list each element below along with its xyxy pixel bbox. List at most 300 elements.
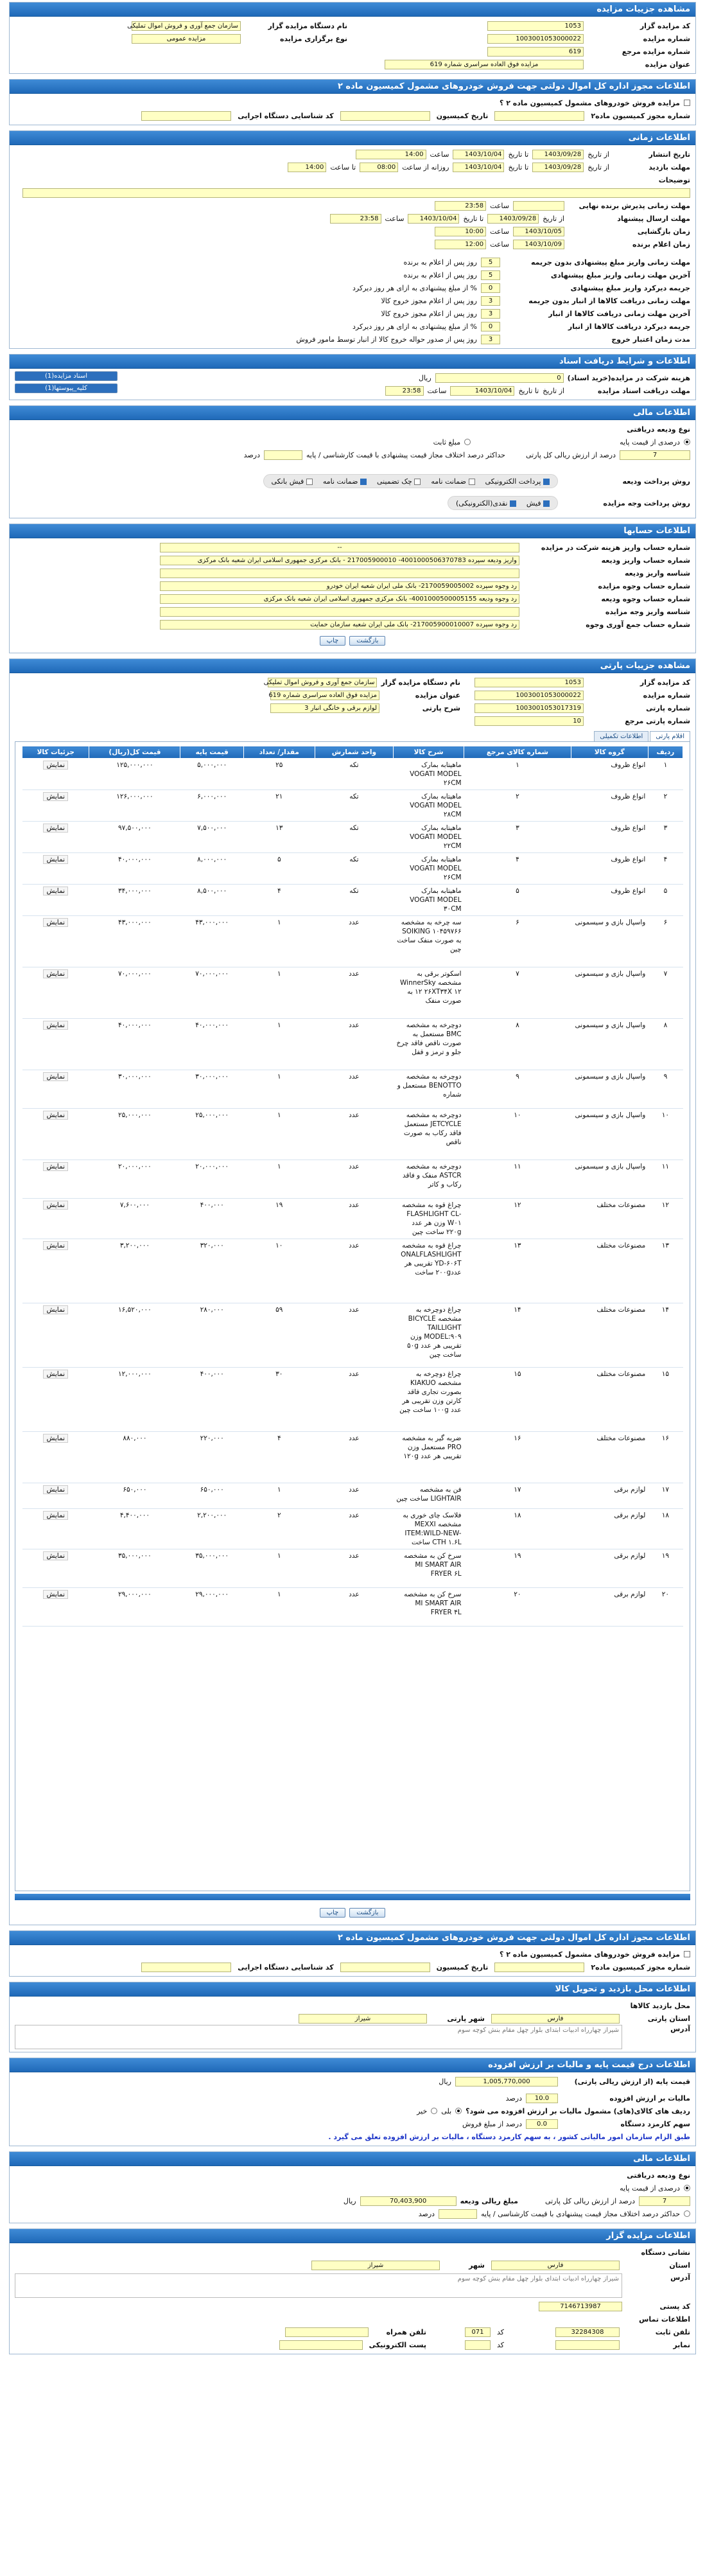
view-details-button[interactable]: نمایش — [43, 1551, 68, 1560]
table-cell: ۱ — [243, 967, 315, 1019]
table-cell: تکه — [315, 790, 393, 822]
d2-field: 5 — [481, 270, 500, 280]
percent2-radio[interactable] — [684, 2185, 690, 2191]
deposit-type-label: نوع ودیعه دریافتی — [627, 425, 690, 434]
max-diff-field — [264, 450, 302, 460]
view-details-button[interactable]: نمایش — [43, 887, 68, 895]
to-label: تا تاریخ — [463, 214, 484, 223]
description-label: توضیحات — [658, 175, 690, 184]
fax-code-label: کد — [496, 2340, 504, 2349]
table-cell: ۱۰ — [243, 1239, 315, 1303]
details-cell — [22, 1070, 89, 1109]
bank-slip-label: فیش بانکی — [271, 477, 304, 486]
auctioneer-info-header: اطلاعات مزایده گزار — [10, 2229, 695, 2243]
table-cell: ۷ — [648, 967, 683, 1019]
table-row — [22, 853, 683, 885]
d7-label: مدت زمان اعتبار خروج — [611, 335, 690, 344]
funds-account-field: رد وجوه سپرده 2170059005002- بانک ملی ایران شعبه ایران خودرو — [160, 581, 519, 591]
table-cell: ۱۵ — [648, 1368, 683, 1432]
items-table — [22, 746, 683, 1627]
table-cell: ۲ — [243, 1509, 315, 1549]
cheque-label: چک تضمینی — [376, 477, 412, 486]
d3-unit: % از مبلغ پیشنهادی به ازای هر روز دیرکرد — [352, 283, 477, 292]
slip-check[interactable] — [543, 500, 550, 507]
accounts-header: اطلاعات حسابها — [10, 524, 695, 538]
deposit-amount-field: 70,403,900 — [360, 2196, 457, 2206]
email-label: پست الکترونیکی — [369, 2340, 426, 2349]
tab-extra-info[interactable]: اطلاعات تکمیلی — [594, 731, 648, 741]
col-header: ردیف — [648, 746, 683, 759]
table-row — [22, 822, 683, 853]
payment-method-label: روش پرداخت وجه مزایده — [603, 498, 690, 507]
publish-to-field: 1403/10/04 — [453, 150, 504, 159]
table-cell: عدد — [315, 1303, 393, 1368]
table-cell: ۵ — [243, 853, 315, 885]
guarantee2-check[interactable] — [360, 479, 367, 485]
table-cell: اسکوتر برقی به مشخصه WinnerSky ۱۲ ۲۶XT۳۴X ۱۲ به صورت منفک — [394, 967, 464, 1019]
doc-fee-field: 0 — [435, 373, 564, 383]
d5-field: 3 — [481, 309, 500, 319]
auction-title-field: مزایده فوق العاده سراسری شماره 619 — [385, 60, 584, 69]
till-label: تا ساعت — [330, 163, 356, 172]
table-cell: دوچرخه به مشخصه BENOTTO مستعمل و شماره — [394, 1070, 464, 1109]
commission2-checkbox[interactable] — [684, 1951, 690, 1957]
table-cell: ۸ — [464, 1019, 571, 1070]
fixed-radio[interactable] — [464, 439, 471, 445]
rial-label: ریال — [343, 2196, 356, 2205]
d1-label: مهلت زمانی واریز مبلغ پیشنهادی بدون جریمه — [530, 258, 690, 267]
commission2-date-label: تاریخ کمیسیون — [436, 1963, 489, 1972]
table-cell: ۱۱ — [464, 1160, 571, 1199]
d6-field: 0 — [481, 322, 500, 331]
timing-header: اطلاعات زمانی — [10, 131, 695, 145]
vat-question: ردیف های کالای(های) مشمول مالیات بر ارزش افزوده می شود؟ — [466, 2106, 690, 2115]
mobile-field — [285, 2327, 369, 2337]
table-cell: لوازم برقی — [571, 1509, 648, 1549]
col-header: جزئیات کالا — [22, 746, 89, 759]
table-cell: ۵ — [464, 885, 571, 916]
to-label: تا تاریخ — [518, 386, 539, 395]
details-cell — [22, 967, 89, 1019]
winner-time: 12:00 — [435, 240, 486, 249]
table-cell: تکه — [315, 759, 393, 790]
permit-number-label: شماره مجوز کمیسیون ماده۲ — [591, 111, 690, 120]
table-cell: انواع ظروف — [571, 853, 648, 885]
party-back-button[interactable]: بازگشت — [349, 1908, 385, 1918]
deposit-account-field: واریز ودیعه سپرده 4001000506370783- 217005900010 - بانک مرکزی جمهوری اسلامی ایران شعبه بانک مرکزی — [160, 556, 519, 565]
collection-account-field: رد وجوه سپرده 217005900010007- بانک ملی ایران شعبه سازمان حمایت — [160, 620, 519, 630]
table-cell: ۴۳,۰۰۰,۰۰۰ — [89, 916, 180, 967]
visit-location-panel — [9, 1982, 696, 2052]
table-cell: ۲ — [648, 790, 683, 822]
table-cell: انواع ظروف — [571, 790, 648, 822]
view-details-button[interactable]: نمایش — [43, 1590, 68, 1599]
party-panel — [9, 658, 696, 1925]
phone-code-label: کد — [496, 2327, 504, 2336]
table-cell: ماهیتابه بمارک VOGATI MODEL ۳۰CM — [394, 885, 464, 916]
time-label: ساعت — [490, 201, 509, 210]
table-cell: ۴۰۰,۰۰۰ — [180, 1368, 244, 1432]
table-cell: ۲۰ — [464, 1588, 571, 1627]
table-cell: ۱ — [243, 1483, 315, 1509]
table-cell: مصنوعات مختلف — [571, 1239, 648, 1303]
view-details-button[interactable]: نمایش — [43, 1162, 68, 1171]
table-cell: ۱۲ — [648, 1199, 683, 1239]
opening-time: 10:00 — [435, 227, 486, 236]
deposit-amount-label: مبلغ ریالی ودیعه — [460, 2196, 518, 2205]
table-row — [22, 885, 683, 916]
view-details-button[interactable]: نمایش — [43, 1370, 68, 1379]
table-cell: ۱۷ — [464, 1483, 571, 1509]
max-diff2-radio[interactable] — [684, 2210, 690, 2217]
table-cell: ۴ — [243, 1432, 315, 1483]
table-cell: ۴۰,۰۰۰,۰۰۰ — [180, 1019, 244, 1070]
table-cell: ۱۲۶,۰۰۰,۰۰۰ — [89, 790, 180, 822]
table-cell: ۵ — [648, 885, 683, 916]
table-cell: عدد — [315, 1432, 393, 1483]
table-cell: ۱۹ — [648, 1549, 683, 1588]
party-desc-field: لوازم برقی و خانگی انبار 3 — [270, 703, 379, 713]
table-cell: سرخ کن به مشخصه MI SMART AIR FRYER ۴L — [394, 1588, 464, 1627]
vat-note: طبق الزام سازمان امور مالیاتی کشور ، به سهم کارمزد دستگاه ، مالیات بر ارزش افزوده تعلق می گیرد . — [328, 2132, 690, 2141]
table-cell: ۳ — [464, 822, 571, 853]
table-cell: انواع ظروف — [571, 822, 648, 853]
table-cell: ۲۵ — [243, 759, 315, 790]
items-table-head — [22, 746, 683, 759]
commission-question: مزایده فروش خودروهای مشمول کمیسیون ماده ۲ ؟ — [500, 98, 680, 107]
table-cell: ۱۶,۵۲۰,۰۰۰ — [89, 1303, 180, 1368]
view-details-button[interactable]: نمایش — [43, 1111, 68, 1120]
table-cell: ۶,۰۰۰,۰۰۰ — [180, 790, 244, 822]
table-cell: ۳۰ — [243, 1368, 315, 1432]
view-details-button[interactable]: نمایش — [43, 1434, 68, 1443]
auction-title-label: عنوان مزایده — [645, 60, 690, 69]
guarantee-check[interactable] — [469, 479, 475, 485]
visit-hour-from: 08:00 — [360, 163, 398, 172]
view-details-button[interactable]: نمایش — [43, 761, 68, 770]
table-cell: ۲۲۰,۰۰۰ — [180, 1432, 244, 1483]
view-details-button[interactable]: نمایش — [43, 1241, 68, 1250]
view-details-button[interactable]: نمایش — [43, 1201, 68, 1210]
max-diff2-field — [439, 2209, 477, 2219]
d4-unit: روز پس از اعلام مجوز خروج کالا — [381, 296, 477, 305]
table-cell: ۱۸ — [648, 1509, 683, 1549]
details-cell — [22, 1303, 89, 1368]
table-cell: ۱۳ — [464, 1239, 571, 1303]
table-cell: ۳۵,۰۰۰,۰۰۰ — [89, 1549, 180, 1588]
acceptance-date — [513, 201, 564, 211]
fax-label: نمابر — [673, 2340, 690, 2349]
view-details-button[interactable]: نمایش — [43, 969, 68, 978]
table-cell: دوچرخه به مشخصه ASTCR منفک و فاقد رکاب و کاتر — [394, 1160, 464, 1199]
d4-label: مهلت زمانی دریافت کالاها از انبار بدون جریمه — [528, 296, 690, 305]
yes-label: بلی — [441, 2106, 452, 2115]
d6-label: جریمه دیرکرد دریافت کالاها از انبار — [568, 322, 690, 331]
description-field — [22, 188, 690, 198]
electronic-label: پرداخت الکترونیکی — [485, 477, 541, 486]
table-cell: عدد — [315, 1070, 393, 1109]
percent2-option-label: درصدی از قیمت پایه — [620, 2183, 680, 2192]
permit2-header: اطلاعات مجوز اداره کل اموال دولتی جهت فروش خودروهای مشمول کمیسیون ماده ۲ — [10, 1931, 695, 1945]
table-cell: ۴۰,۰۰۰,۰۰۰ — [89, 1019, 180, 1070]
table-cell: عدد — [315, 1019, 393, 1070]
d1-field: 5 — [481, 258, 500, 267]
details-cell — [22, 1109, 89, 1160]
table-cell: ۱ — [648, 759, 683, 790]
table-cell: ۲۰ — [648, 1588, 683, 1627]
table-cell: ۱۲۵,۰۰۰,۰۰۰ — [89, 759, 180, 790]
table-cell: ۲۵,۰۰۰,۰۰۰ — [180, 1109, 244, 1160]
table-cell: لوازم برقی — [571, 1549, 648, 1588]
details-cell — [22, 1509, 89, 1549]
table-row — [22, 1432, 683, 1483]
doc-deadline-date: 1403/10/04 — [450, 386, 514, 396]
table-cell: عدد — [315, 1239, 393, 1303]
d2-label: آخرین مهلت زمانی واریز مبلغ پیشنهادی — [550, 270, 690, 279]
fee-share-unit: درصد از مبلغ فروش — [462, 2119, 522, 2128]
auction-type-label: نوع برگزاری مزایده — [280, 34, 347, 43]
visit-place-label: محل بازدید کالاها — [630, 2001, 690, 2010]
table-cell: عدد — [315, 1483, 393, 1509]
max-diff2-unit: درصد — [418, 2209, 435, 2218]
party-name-label: نام دستگاه مزایده گزار — [381, 678, 460, 687]
permit-header: اطلاعات مجوز اداره کل اموال دولتی جهت فروش خودروهای مشمول کمیسیون ماده ۲ — [10, 80, 695, 94]
fixed-option-label: مبلغ ثابت — [433, 437, 461, 446]
col-header: قیمت کل(ریال) — [89, 746, 180, 759]
table-cell: ۷۰,۰۰۰,۰۰۰ — [89, 967, 180, 1019]
pricing-panel — [9, 2058, 696, 2146]
province-label: استان — [669, 2261, 690, 2270]
view-details-button[interactable]: نمایش — [43, 1511, 68, 1520]
view-details-button[interactable]: نمایش — [43, 824, 68, 833]
agency-address-field: شیراز چهارراه ادبیات ابتدای بلوار چهل مقام بنش کوچه سوم — [15, 2273, 622, 2298]
slip-label: فیش — [526, 498, 541, 507]
deposit-funds-field: رد وجوه ودیعه 4001000500005155- بانک مرکزی جمهوری اسلامی ایران شعبه بانک مرکزی — [160, 594, 519, 604]
table-row — [22, 1303, 683, 1368]
bid-to: 1403/10/04 — [408, 214, 459, 224]
auction-type-field: مزایده عمومی — [132, 34, 241, 44]
table-cell: تکه — [315, 822, 393, 853]
view-details-button[interactable]: نمایش — [43, 1021, 68, 1030]
agency2-id-field — [141, 1963, 231, 1972]
table-cell: ۴۰,۰۰۰,۰۰۰ — [89, 853, 180, 885]
party-province-field: فارس — [491, 2014, 620, 2024]
commission-date-label: تاریخ کمیسیون — [436, 111, 489, 120]
payment-id-field — [160, 607, 519, 617]
auctioneer-name-field: سازمان جمع آوری و فروش اموال تمليکی — [132, 21, 241, 31]
party-city-label: شهر پارتی — [447, 2014, 485, 2023]
table-cell: فن به مشخصه LIGHTAIR ساخت چین — [394, 1483, 464, 1509]
cheque-check[interactable] — [414, 479, 421, 485]
table-row — [22, 790, 683, 822]
d1-unit: روز پس از اعلام به برنده — [403, 258, 477, 267]
agency2-id-label: کد شناسایی دستگاه اجرایی — [238, 1963, 334, 1972]
table-cell: عدد — [315, 1509, 393, 1549]
fax-field — [555, 2340, 620, 2350]
auctioneer-name-label: نام دستگاه مزایده گزار — [268, 21, 347, 30]
table-cell: واسپال بازی و سیسمونی — [571, 1019, 648, 1070]
table-cell: ۱۸ — [464, 1509, 571, 1549]
vat-field: 10.0 — [526, 2094, 558, 2103]
party-print-button[interactable]: چاپ — [320, 1908, 346, 1918]
table-cell: ۷ — [464, 967, 571, 1019]
base-price-field: 1,005,770,000 — [455, 2077, 558, 2086]
zip-label: کد پستی — [659, 2302, 690, 2311]
party-code-label: کد مزایده گزار — [640, 678, 690, 687]
table-cell: ۶۵۰,۰۰۰ — [89, 1483, 180, 1509]
table-cell: ۴ — [464, 853, 571, 885]
table-cell: ۱ — [243, 916, 315, 967]
table-cell: ۴ — [243, 885, 315, 916]
d4-field: 3 — [481, 296, 500, 306]
deposit-id-field — [160, 569, 519, 578]
to-label: تا تاریخ — [508, 163, 529, 172]
table-row — [22, 916, 683, 967]
d7-unit: روز پس از صدور حواله خروج کالا از انبار توسط مامور فروش — [296, 335, 477, 344]
table-cell: مصنوعات مختلف — [571, 1303, 648, 1368]
table-cell: ۷۰,۰۰۰,۰۰۰ — [180, 967, 244, 1019]
download-auction-docs-button[interactable]: اسناد مزایده(1) — [15, 371, 118, 381]
table-row — [22, 1199, 683, 1239]
city-field: شیراز — [311, 2261, 440, 2270]
electronic-check[interactable] — [543, 479, 550, 485]
back-button[interactable]: بازگشت — [349, 636, 385, 646]
table-cell: ۱۳ — [243, 822, 315, 853]
table-row — [22, 1483, 683, 1509]
view-details-button[interactable]: نمایش — [43, 1305, 68, 1314]
fee-share-label: سهم کارمزد دستگاه — [620, 2119, 690, 2128]
view-details-button[interactable]: نمایش — [43, 792, 68, 801]
table-cell: ۱ — [464, 759, 571, 790]
address-label: آدرس — [670, 2025, 690, 2033]
max-diff2-label: حداکثر درصد اختلاف مجاز قیمت پیشنهادی با قیمت کارشناسی / پایه — [481, 2209, 680, 2218]
table-cell: ۶۵۰,۰۰۰ — [180, 1483, 244, 1509]
details-cell — [22, 790, 89, 822]
agency-address-heading: نشانی دستگاه — [641, 2248, 690, 2257]
party-city-field: شیراز — [299, 2014, 427, 2024]
auction-details-panel — [9, 2, 696, 74]
table-cell: ۱۹ — [464, 1549, 571, 1588]
table-cell: ماهیتابه بمارک VOGATI MODEL ۲۲CM — [394, 822, 464, 853]
table-cell: ۲۰,۰۰۰,۰۰۰ — [89, 1160, 180, 1199]
guarantee-label: ضمانت نامه — [431, 477, 466, 486]
tab-party-items[interactable]: اقلام پارتی — [650, 731, 690, 741]
details-cell — [22, 1160, 89, 1199]
table-cell: ۷,۶۰۰,۰۰۰ — [89, 1199, 180, 1239]
deposit-method-label: روش پرداخت ودیعه — [622, 477, 690, 486]
contact-heading: اطلاعات تماس — [639, 2315, 690, 2324]
doc-deadline-label: مهلت دریافت اسناد مزایده — [597, 386, 690, 395]
vat-unit: درصد — [505, 2094, 522, 2103]
table-cell: ماهیتابه بمارک VOGATI MODEL ۲۸CM — [394, 790, 464, 822]
documents-panel — [9, 354, 696, 400]
table-cell: انواع ظروف — [571, 885, 648, 916]
table-cell: لوازم برقی — [571, 1483, 648, 1509]
view-details-button[interactable]: نمایش — [43, 855, 68, 864]
commission-checkbox[interactable] — [684, 100, 690, 106]
table-cell: ۴ — [648, 853, 683, 885]
bank-slip-check[interactable] — [306, 479, 313, 485]
party-number-label: شماره پارتی — [646, 703, 690, 712]
table-cell: ۹ — [648, 1070, 683, 1109]
table-cell: ۶ — [464, 916, 571, 967]
acceptance-time: 23:58 — [435, 201, 486, 211]
phone-code-field: 071 — [465, 2327, 491, 2337]
view-details-button[interactable]: نمایش — [43, 1072, 68, 1081]
view-details-button[interactable]: نمایش — [43, 918, 68, 927]
yes-radio[interactable] — [455, 2108, 462, 2114]
table-cell: ۲۹,۰۰۰,۰۰۰ — [180, 1588, 244, 1627]
permit-number-field — [494, 111, 584, 121]
visit-to-field: 1403/10/04 — [453, 163, 504, 172]
download-attachments-button[interactable]: کلیه_پیوستها(1) — [15, 384, 118, 393]
table-row — [22, 1239, 683, 1303]
table-cell: ۳ — [648, 822, 683, 853]
print-button[interactable]: چاپ — [320, 636, 346, 646]
from-label: از تاریخ — [543, 386, 564, 395]
financial2-panel — [9, 2151, 696, 2223]
col-header: واحد شمارش — [315, 746, 393, 759]
d5-unit: روز پس از اعلام مجوز خروج کالا — [381, 309, 477, 318]
details-cell — [22, 916, 89, 967]
commission2-question: مزایده فروش خودروهای مشمول کمیسیون ماده ۲ ؟ — [500, 1950, 680, 1959]
bid-deadline-label: مهلت ارسال پیشنهاد — [617, 214, 690, 223]
pricing-header: اطلاعات درج قیمت پایه و مالیات بر ارزش افزوده — [10, 2058, 695, 2072]
zip-field: 7146713987 — [539, 2302, 622, 2311]
table-cell: عدد — [315, 1549, 393, 1588]
table-cell: واسپال بازی و سیسمونی — [571, 916, 648, 967]
cash-check[interactable] — [510, 500, 516, 507]
table-cell: ۱ — [243, 1019, 315, 1070]
table-cell: واسپال بازی و سیسمونی — [571, 1109, 648, 1160]
table-cell: عدد — [315, 1109, 393, 1160]
max-diff-unit: درصد — [243, 450, 260, 459]
view-details-button[interactable]: نمایش — [43, 1485, 68, 1494]
vat-label: مالیات بر ارزش افزوده — [609, 2094, 690, 2103]
financial-header: اطلاعات مالی — [10, 406, 695, 420]
reference-number-label: شماره مزایده مرجع — [622, 47, 690, 56]
auction-number-label: شماره مزایده — [643, 34, 690, 43]
table-cell: ۸,۰۰۰,۰۰۰ — [180, 853, 244, 885]
percent-radio[interactable] — [684, 439, 690, 445]
doc-fee-label: هزینه شرکت در مزایده(خرید اسناد) — [567, 373, 690, 382]
auction-details-header: مشاهده جزییات مزایده — [10, 3, 695, 17]
table-cell: ۲۹,۰۰۰,۰۰۰ — [89, 1588, 180, 1627]
fee-account-label: شماره حساب واریز هزینه شرکت در مزایده — [541, 543, 690, 552]
deposit2-percent-field: 7 — [639, 2196, 690, 2206]
col-header: شماره کالای مرجع — [464, 746, 571, 759]
table-cell: ۸ — [648, 1019, 683, 1070]
party-desc-label: شرح پارتی — [422, 703, 460, 712]
d7-field: 3 — [481, 335, 500, 344]
no-radio[interactable] — [431, 2108, 437, 2114]
d2-unit: روز پس از اعلام به برنده — [403, 270, 477, 279]
table-cell: عدد — [315, 1160, 393, 1199]
commission-date-field — [340, 111, 430, 121]
from-label: از تاریخ — [588, 150, 609, 159]
table-cell: عدد — [315, 1588, 393, 1627]
details-cell — [22, 1239, 89, 1303]
table-cell: ۶ — [648, 916, 683, 967]
table-cell: عدد — [315, 916, 393, 967]
agency-id-field — [141, 111, 231, 121]
table-cell: ۲۵,۰۰۰,۰۰۰ — [89, 1109, 180, 1160]
table-cell: ۱۲,۰۰۰,۰۰۰ — [89, 1368, 180, 1432]
table-cell: سرخ کن به مشخصه MI SMART AIR FRYER ۶L — [394, 1549, 464, 1588]
table-cell: ۱۷ — [648, 1483, 683, 1509]
party-title-field: مزایده فوق العاده سراسری شماره 619 — [270, 691, 379, 700]
payment-methods — [448, 496, 558, 510]
